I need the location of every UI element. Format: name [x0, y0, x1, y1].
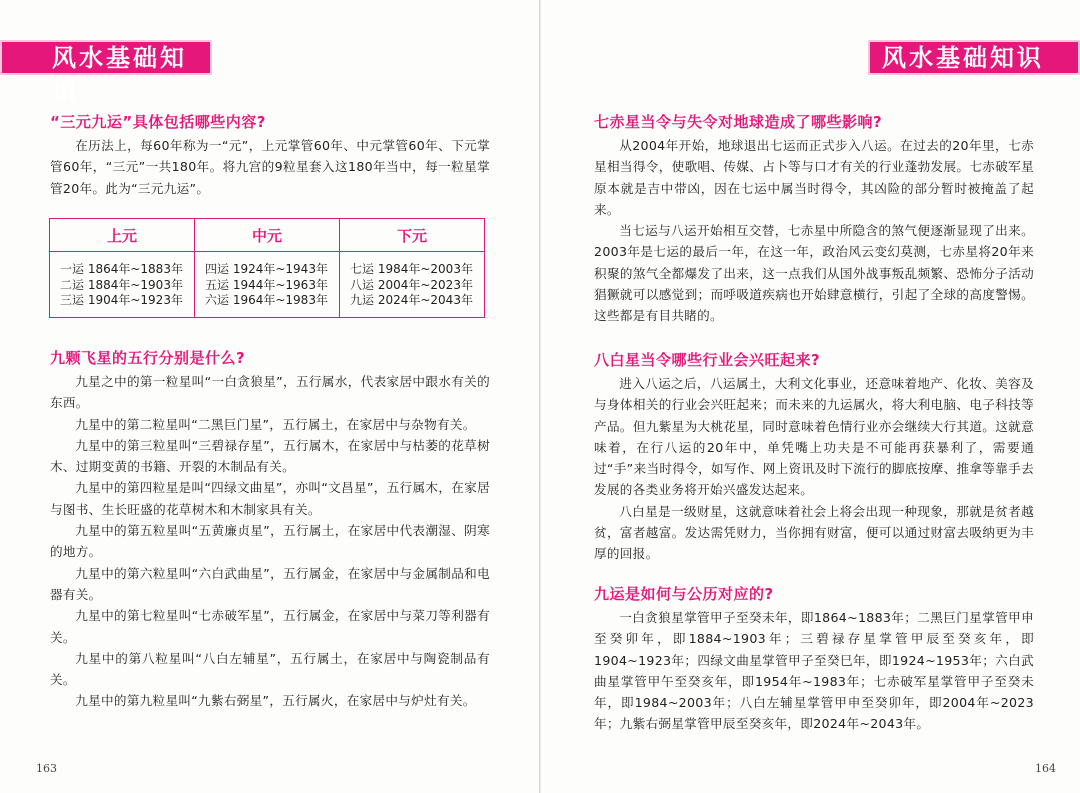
yun-entry: 四运 1924年~1943年 [205, 262, 328, 276]
yun-entry: 六运 1964年~1983年 [205, 293, 328, 307]
paragraph: 一白贪狼星掌管甲子至癸未年，即1864~1883年；二黑巨门星掌管甲申至癸卯年，即1884~1903年；三碧禄存星掌管甲辰至癸亥年，即1904~1923年；四绿文曲星掌管甲子至癸巳年，即1924~1953年；六白武曲星掌管甲午至癸亥年，即1954年~1983年；七赤破军星掌管甲子至癸未年，即1984~2003年；八白左辅星掌管甲申至癸卯年，即2004年~2023年；九紫右弼星掌管甲辰至癸亥年，即2024年~2043年。 [594, 610, 1034, 732]
paragraph: 九星中的第七粒星叫“七赤破军星”，五行属金，在家居中与菜刀等利器有关。 [50, 608, 490, 645]
yun-entry: 七运 1984年~2003年 [350, 262, 473, 276]
table-cell [50, 252, 195, 318]
yun-entry: 八运 2004年~2023年 [350, 277, 473, 292]
paragraph: 八白星是一级财星，这就意味着社会上将会出现一种现象，那就是贫者越贫，富者越富。发达需凭财力，当你拥有财富，便可以通过财富去吸纳更为丰厚的回报。 [594, 503, 1034, 562]
yun-entry: 二运 1884年~1903年 [60, 277, 183, 292]
paragraph: 九星之中的第一粒星叫“一白贪狼星”，五行属水，代表家居中跟水有关的东西。 [50, 374, 490, 411]
table-header: 下元 [340, 219, 485, 252]
sanyuan-table [49, 218, 485, 318]
page-number: 163 [36, 762, 57, 775]
section-qichi-xing [594, 112, 1034, 327]
section-jiuyun-gongli [594, 584, 1034, 735]
section-title: 七赤星当令与失令对地球造成了哪些影响? [594, 113, 883, 131]
section-title: 九颗飞星的五行分别是什么? [50, 349, 246, 367]
paragraph: 九星中的第二粒星叫“二黑巨门星”，五行属土，在家居中与杂物有关。 [75, 416, 476, 432]
section-title: 八白星当令哪些行业会兴旺起来? [594, 351, 821, 369]
section-feixing-wuxing [50, 348, 490, 712]
right-page [541, 0, 1080, 793]
page-number: 164 [1035, 762, 1056, 775]
table-cell [340, 252, 485, 318]
table-header: 中元 [195, 219, 340, 252]
paragraph: 当七运与八运开始相互交替，七赤星中所隐含的煞气便逐渐显现了出来。2003年是七运的最后一年，在这一年，政治风云变幻莫测，七赤星将20年来积聚的煞气全都爆发了出来，这一点我们从国外战事叛乱频繁、恐怖分子活动猖獗就可以感觉到；而呼吸道疾病也开始肆意横行，引起了全球的高度警惕。这些都是有目共睹的。 [594, 223, 1034, 324]
table-cell [195, 252, 340, 318]
yun-entry: 九运 2024年~2043年 [350, 293, 473, 307]
section-sanyuan-jiuyun [50, 112, 490, 199]
paragraph: 九星中的第九粒星叫“九紫右弼星”，五行属火，在家居中与炉灶有关。 [75, 693, 476, 709]
yun-entry: 一运 1864年~1883年 [60, 262, 183, 276]
section-title: “三元九运”具体包括哪些内容? [50, 113, 266, 131]
paragraph: 九星中的第五粒星叫“五黄廉贞星”，五行属土，在家居中代表潮湿、阴寒的地方。 [50, 523, 490, 560]
paragraph: 在历法上，每60年称为一“元”，上元掌管60年、中元掌管60年、下元掌管60年，“三元”一共180年。将九宫的9粒星套入这180年当中，每一粒星掌管20年。此为“三元九运”。 [50, 138, 490, 196]
left-banner: 风水基础知识 [0, 40, 212, 75]
paragraph: 九星中的第三粒星叫“三碧禄存星”，五行属木，在家居中与枯萎的花草树木、过期变黄的书籍、开裂的木制品有关。 [50, 437, 490, 475]
section-babai-xing [594, 350, 1034, 565]
yun-entry: 五运 1944年~1963年 [205, 277, 328, 292]
paragraph: 九星中的第六粒星叫“六白武曲星”，五行属金，在家居中与金属制品和电器有关。 [50, 565, 490, 602]
paragraph: 进入八运之后，八运属土，大利文化事业，还意味着地产、化妆、美容及与身体相关的行业会兴旺起来；而未来的九运属火，将大利电脑、电子科技等产品。但九紫星为大桃花星，同时意味着色情行业亦会继续大行其道。这就意味着，在行八运的20年中，单凭嘴上功夫是不可能再获暴利了，需要通过“手”来当时得令，如写作、网上资讯及时下流行的脚底按摩、推拿等靠手去发展的各类业务将开始兴盛发达起来。 [594, 376, 1034, 498]
paragraph: 九星中的第四粒星是叫“四绿文曲星”，亦叫“文昌星”，五行属木，在家居与图书、生长旺盛的花草树木和木制家具有关。 [50, 480, 490, 517]
right-banner: 风水基础知识 [868, 40, 1080, 75]
yun-entry: 三运 1904年~1923年 [60, 293, 183, 307]
paragraph: 九星中的第八粒星叫“八白左辅星”，五行属土，在家居中与陶瓷制品有关。 [50, 650, 490, 688]
table-header: 上元 [50, 219, 195, 252]
section-title: 九运是如何与公历对应的? [594, 585, 774, 603]
paragraph: 从2004年开始，地球退出七运而正式步入八运。在过去的20年里，七赤星相当得令，使歌唱、传媒、占卜等与口才有关的行业蓬勃发展。七赤破军星原本就是吉中带凶，因在七运中属当时得令，其凶险的部分暂时被掩盖了起来。 [594, 138, 1034, 217]
